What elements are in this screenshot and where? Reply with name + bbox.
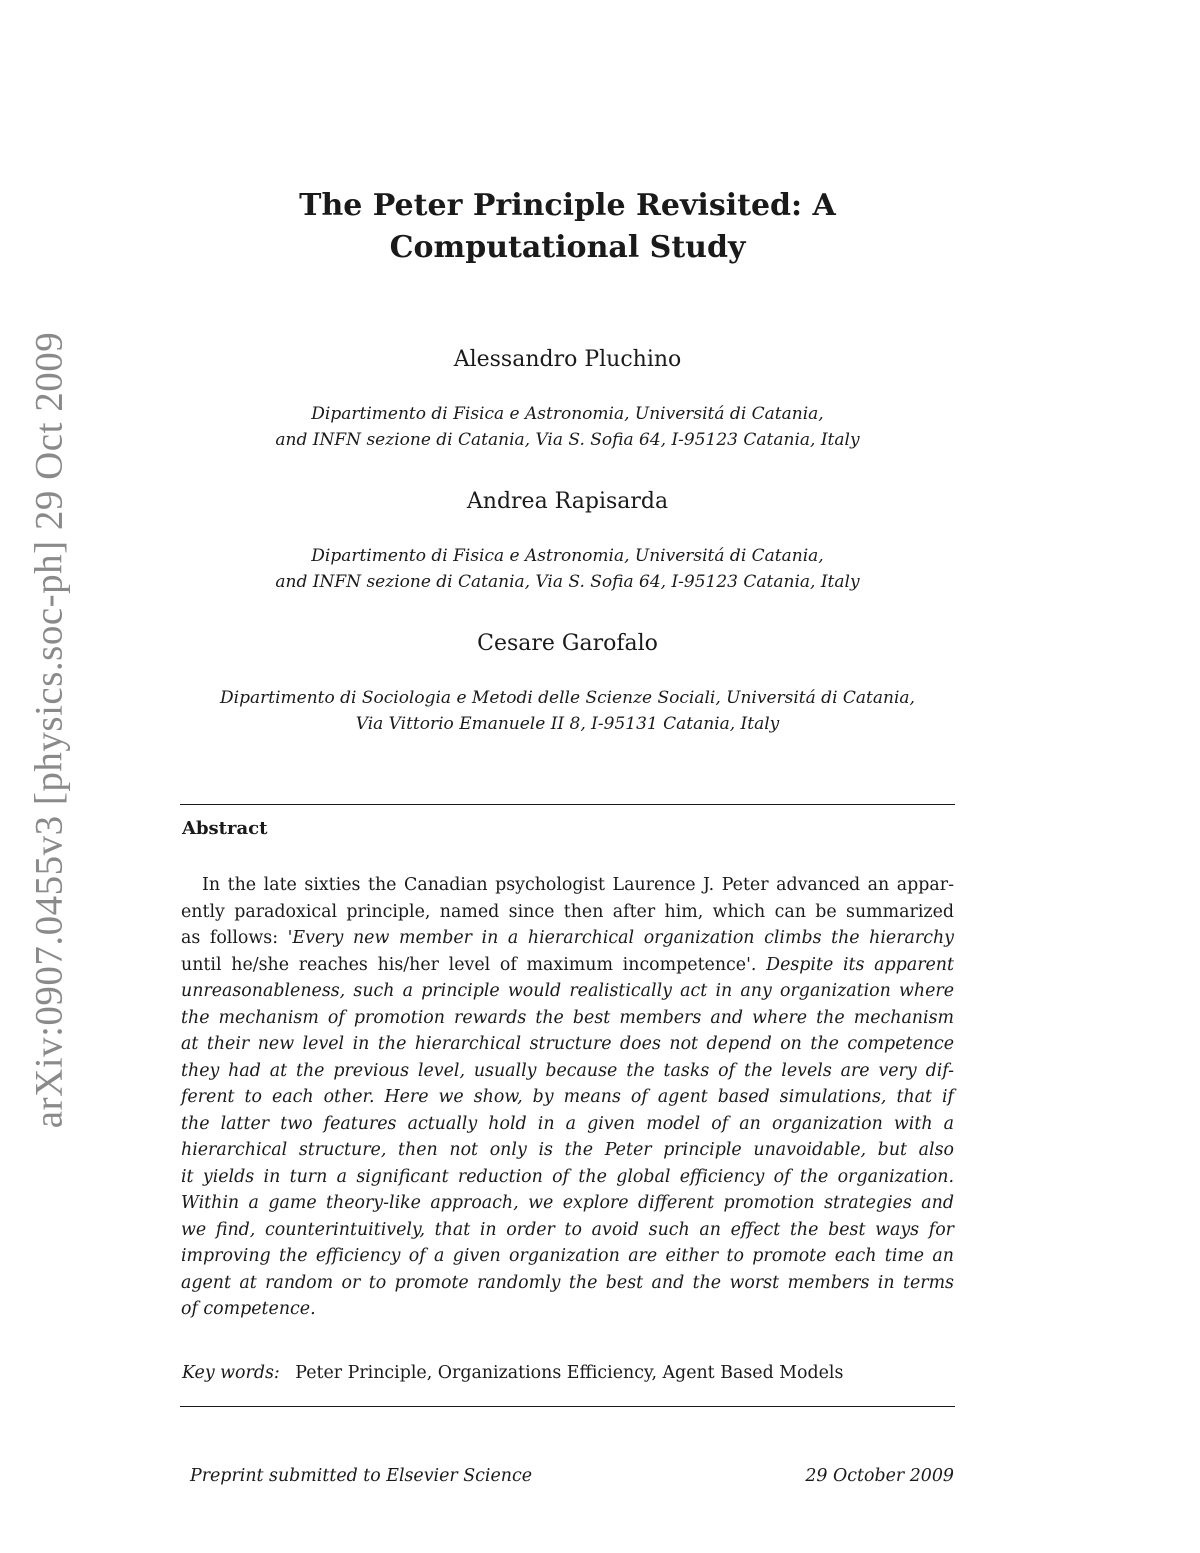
author-name-2: Andrea Rapisarda (466, 489, 669, 514)
footer-date: 29 October 2009 (805, 1466, 954, 1486)
abstract-line: In the late sixties the Canadian psychologist Laurence J. Peter advanced an appar- (202, 875, 954, 895)
abstract-top-rule (180, 804, 955, 805)
paper-title (180, 185, 955, 269)
abstract-line: agent at random or to promote randomly the best and the worst members in terms (181, 1272, 954, 1293)
affiliation-line: Via Vittorio Emanuele II 8, I-95131 Catania, Italy (355, 714, 780, 734)
author-affiliation-1 (180, 401, 955, 453)
affiliation-line: Dipartimento di Sociologia e Metodi delle Scienze Sociali, Universitá di Catania, (220, 688, 915, 708)
keywords-label: Key words: (182, 1363, 280, 1383)
abstract-line: it yields in turn a significant reduction of the global efficiency of the organization. (181, 1166, 954, 1187)
affiliation-line: and INFN sezione di Catania, Via S. Sofia 64, I-95123 Catania, Italy (275, 430, 860, 450)
abstract-line: improving the efficiency of a given organization are either to promote each time an (181, 1246, 954, 1266)
affiliation-line: Dipartimento di Fisica e Astronomia, Universitá di Catania, (311, 546, 824, 566)
author-name-1: Alessandro Pluchino (453, 347, 682, 372)
abstract-body (181, 872, 954, 1323)
author-affiliation-2 (180, 543, 955, 595)
keywords-text: Peter Principle, Organizations Efficiency, Agent Based Models (295, 1363, 844, 1383)
author-affiliation-3 (180, 685, 955, 737)
abstract-line: until he/she reaches his/her level of maximum incompetence'. Despite its apparent (181, 954, 954, 975)
abstract-line: we find, counterintuitively, that in order to avoid such an effect the best ways for (181, 1219, 954, 1240)
abstract-line: hierarchical structure, then not only is the Peter principle unavoidable, but also (181, 1140, 954, 1160)
title-line-2: Computational Study (389, 230, 746, 265)
abstract-line: at their new level in the hierarchical structure does not depend on the competence (181, 1034, 954, 1054)
footer-preprint: Preprint submitted to Elsevier Science (190, 1466, 532, 1486)
abstract-line: unreasonableness, such a principle would realistically act in any organization where (181, 981, 954, 1001)
title-line-1: The Peter Principle Revisited: A (299, 188, 836, 223)
keywords (182, 1363, 843, 1383)
abstract-bottom-rule (180, 1406, 955, 1407)
abstract-line: they had at the previous level, usually because the tasks of the levels are very dif- (181, 1060, 954, 1081)
abstract-line: ently paradoxical principle, named since then after him, which can be summarized (181, 901, 954, 922)
affiliation-line: and INFN sezione di Catania, Via S. Sofia 64, I-95123 Catania, Italy (275, 572, 860, 592)
abstract-line: Within a game theory-like approach, we explore different promotion strategies and (181, 1193, 954, 1213)
abstract-heading: Abstract (182, 818, 268, 839)
abstract-line: as follows: 'Every new member in a hierarchical organization climbs the hierarchy (181, 928, 954, 948)
arxiv-stamp: arXiv:0907.0455v3 [physics.soc-ph] 29 Oct 2009 (27, 331, 71, 1129)
abstract-line: the latter two features actually hold in a given model of an organization with a (181, 1113, 954, 1134)
affiliation-line: Dipartimento di Fisica e Astronomia, Universitá di Catania, (311, 404, 824, 424)
author-name-3: Cesare Garofalo (477, 631, 658, 656)
abstract-line: of competence. (181, 1299, 316, 1319)
abstract-line: the mechanism of promotion rewards the best members and where the mechanism (181, 1007, 954, 1028)
abstract-line: ferent to each other. Here we show, by means of agent based simulations, that if (181, 1087, 954, 1107)
